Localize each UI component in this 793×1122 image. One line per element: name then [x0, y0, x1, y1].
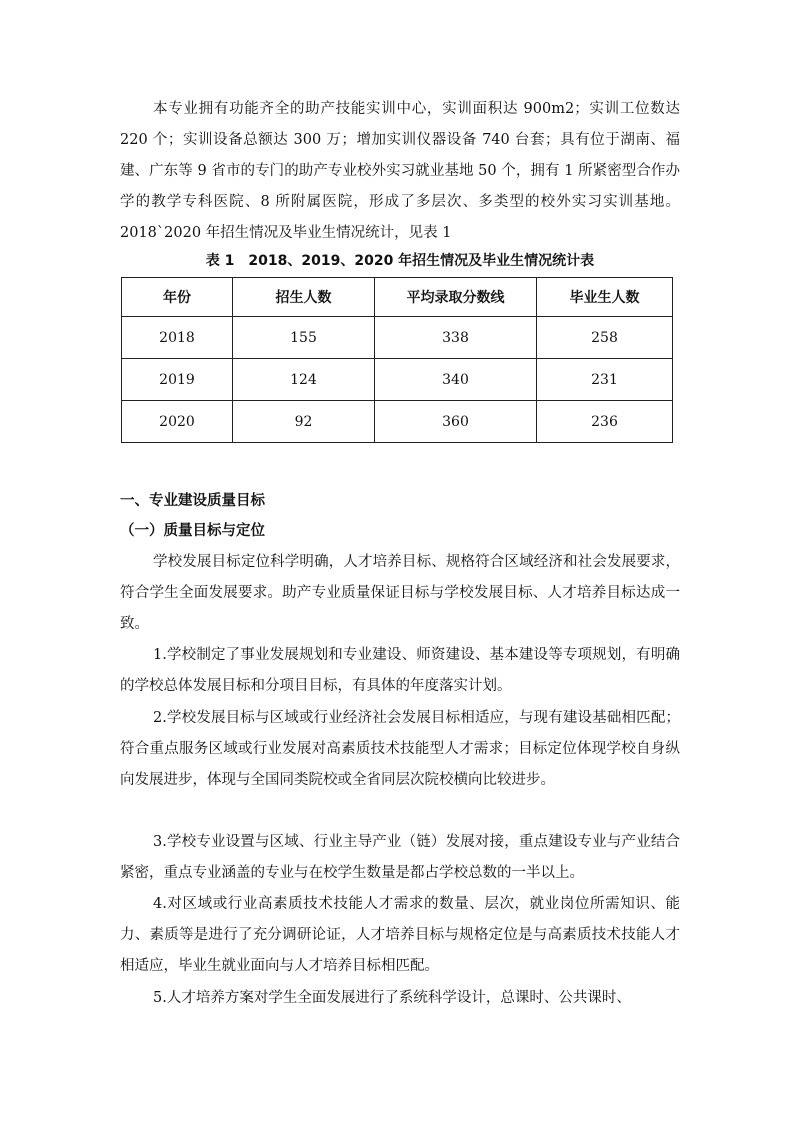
table-row [122, 359, 673, 401]
intro-paragraph: 本专业拥有功能齐全的助产技能实训中心，实训面积达 900m2；实训工位数达 220 个；实训设备总额达 300 万；增加实训仪器设备 740 台套；具有位于湖南、福建、广东等 9 省市的专门的助产专业校外实习就业基地 50 个，拥有 1 所紧密型合作办学的教学专科医院、8 所附属医院，形成了多层次、多类型的校外实习实训基地。2018`2020 年招生情况及毕业生情况统计，见表 1 [120, 101, 680, 241]
table-header-row [122, 278, 673, 317]
cell-year: 2018 [122, 317, 233, 359]
cell-graduates: 236 [537, 401, 673, 443]
cell-year: 2019 [122, 359, 233, 401]
header-enrollment: 招生人数 [233, 278, 375, 317]
cell-enrollment: 155 [233, 317, 375, 359]
section-paragraph: 4.对区域或行业高素质技术技能人才需求的数量、层次，就业岗位所需知识、能力、素质等是进行了充分调研论证，人才培养目标与规格定位是与高素质技术技能人才相适应，毕业生就业面向与人才培养目标相匹配。 [120, 896, 680, 974]
cell-enrollment: 92 [233, 401, 375, 443]
cell-enrollment: 124 [233, 359, 375, 401]
table-caption: 表 1 2018、2019、2020 年招生情况及毕业生情况统计表 [205, 253, 595, 269]
cell-average-score: 360 [375, 401, 537, 443]
section-title: 一、专业建设质量目标 [120, 493, 265, 509]
header-average-score: 平均录取分数线 [375, 278, 537, 317]
section-paragraph: 2.学校发展目标与区域或行业经济社会发展目标相适应，与现有建设基础相匹配；符合重点服务区域或行业发展对高素质技术技能型人才需求；目标定位体现学校自身纵向发展进步，体现与全国同类院校或全省同层次院校横向比较进步。 [120, 710, 680, 788]
cell-average-score: 340 [375, 359, 537, 401]
section-subtitle: （一）质量目标与定位 [120, 523, 265, 539]
section-paragraph: 1.学校制定了事业发展规划和专业建设、师资建设、基本建设等专项规划，有明确的学校总体发展目标和分项目目标，有具体的年度落实计划。 [120, 647, 680, 694]
table-row [122, 317, 673, 359]
cell-graduates: 258 [537, 317, 673, 359]
section-paragraph: 3.学校专业设置与区域、行业主导产业（链）发展对接，重点建设专业与产业结合紧密，重点专业涵盖的专业与在校学生数量是都占学校总数的一半以上。 [120, 834, 680, 881]
cell-graduates: 231 [537, 359, 673, 401]
enrollment-statistics-table [121, 277, 673, 443]
header-graduates: 毕业生人数 [537, 278, 673, 317]
cell-average-score: 338 [375, 317, 537, 359]
section-paragraph: 学校发展目标定位科学明确，人才培养目标、规格符合区域经济和社会发展要求，符合学生全面发展要求。助产专业质量保证目标与学校发展目标、人才培养目标达成一致。 [120, 554, 680, 632]
table-row [122, 401, 673, 443]
section-paragraph: 5.人才培养方案对学生全面发展进行了系统科学设计，总课时、公共课时、 [153, 990, 631, 1006]
header-year: 年份 [122, 278, 233, 317]
cell-year: 2020 [122, 401, 233, 443]
